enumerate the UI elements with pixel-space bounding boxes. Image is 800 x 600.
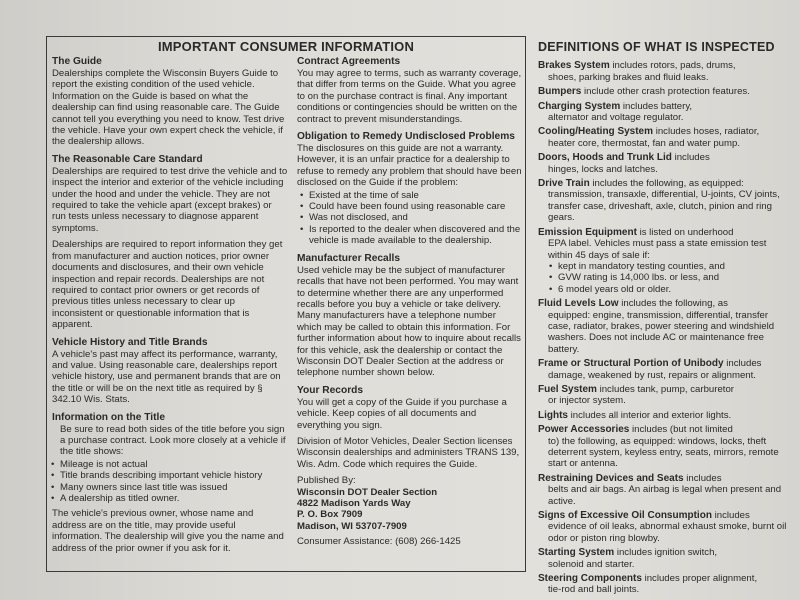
section-title: Your Records [297,384,364,396]
definition-item [538,358,788,381]
definition-continuation: transmission, transaxle, differential, U-joints, CV joints, transfer case, driveshaft, axle, clutch, pinion and ring gears. [548,189,780,224]
definition-text: includes all interior and exterior lights. [570,409,732,421]
section-text: You may agree to terms, such as warranty coverage, that differ from terms on the Guide. What you agree to on the purchase contract is final. Any important conditions or contingencies should be written on the contract to prevent misunderstandings. [297,68,522,125]
section-reasonable-care [52,154,288,331]
definition-term: Bumpers [538,86,582,98]
publisher-address [297,475,523,547]
definition-term: Charging System [538,100,621,112]
definition-continuation: solenoid and starter. [548,558,635,570]
column-middle [297,56,523,554]
column-left [52,56,288,560]
definition-item [538,547,788,570]
section-text: Be sure to read both sides of the title before you sign a purchase contract. Look more closely at a vehicle if the title shows: [60,423,286,458]
list-item: • GVW rating is 14,000 lbs. or less, and [558,272,788,283]
definition-continuation: alternator and voltage regulator. [548,112,684,124]
section-title: Obligation to Remedy Undisclosed Problems [297,131,515,143]
definition-continuation: damage, weakened by rust, repairs or alignment. [548,369,756,381]
definition-text: includes the following, as equipped: [592,178,744,190]
definition-text: includes proper alignment, [644,573,758,585]
definition-term: Lights [538,409,568,421]
address-line: 4822 Madison Yards Way [297,498,411,509]
address-line: P. O. Box 7909 [297,509,363,521]
section-title: The Reasonable Care Standard [52,153,203,165]
list-item: • Could have been found using reasonable care [309,201,523,212]
definitions-title: DEFINITIONS OF WHAT IS INSPECTED [538,40,775,54]
definition-continuation: to) the following, as equipped: windows, locks, theft deterrent system, keyless entry, seats, mirrors, remote start or antenna. [548,435,779,470]
definition-continuation: hinges, locks and latches. [548,163,658,175]
list-item: • A dealership as titled owner. [60,493,288,504]
section-title: Manufacturer Recalls [297,252,401,264]
definition-text: is listed on underhood [639,226,734,238]
definition-text: includes the following, as [621,298,728,310]
section-obligation [297,131,523,247]
definition-text: includes rotors, pads, drums, [612,60,736,72]
definition-term: Brakes System [538,60,610,72]
definition-item [538,298,788,355]
definition-item [538,152,788,175]
section-contract [297,56,523,125]
list-item: • Is reported to the dealer when discovered and the vehicle is made available to the dealership. [309,224,523,247]
definition-item [538,86,788,97]
definition-term: Signs of Excessive Oil Consumption [538,510,712,522]
definition-continuation: or injector system. [548,395,626,407]
box-title: IMPORTANT CONSUMER INFORMATION [157,39,415,54]
definition-item [538,424,788,470]
definition-continuation: evidence of oil leaks, abnormal exhaust smoke, burnt oil odor or piston ring blowby. [548,521,787,544]
definition-term: Starting System [538,547,615,559]
definition-item [538,126,788,149]
list-item: • Existed at the time of sale [309,190,523,201]
definition-text: includes [714,510,750,522]
definition-continuation: tie-rod and ball joints. [548,584,640,596]
definitions-list [538,60,788,595]
definition-term: Fuel System [538,383,597,395]
definition-item [538,178,788,224]
definition-text: includes (but not limited [632,424,733,436]
definition-text: includes hoses, radiator, [655,126,760,138]
list-item: • Many owners since last title was issued [60,482,288,493]
definition-item [538,573,788,596]
definition-term: Restraining Devices and Seats [538,472,684,484]
definition-text: includes [674,152,710,164]
definition-term: Power Accessories [538,424,630,436]
address-line: Wisconsin DOT Dealer Section [297,486,438,498]
section-title: The Guide [52,56,102,67]
section-text: You will get a copy of the Guide if you purchase a vehicle. Keep copies of all documents and everything you sign. [297,396,507,431]
definition-continuation: shoes, parking brakes and fluid leaks. [548,71,709,83]
section-text: Used vehicle may be the subject of manufacturer recalls that have not been performed. You may want to determine whether there are any unperformed recalls before you buy a vehicle or take delivery. Many manufacturers have a telephone number which may be called to obtain this information. For further information about how to inquire about recalls for this vehicle, ask the dealership or contact the Wisconsin DOT Dealer Section at the address or telephone number shown below. [297,264,521,379]
definition-term: Emission Equipment [538,226,637,238]
list-item: • Was not disclosed, and [309,212,523,223]
column-definitions [538,42,788,599]
list-item: • 6 model years old or older. [558,284,788,295]
list-item: • Mileage is not actual [60,459,288,470]
definition-item [538,101,788,124]
obligation-list [297,190,523,247]
definition-text: includes [726,358,762,370]
section-text: The disclosures on this guide are not a warranty. However, it is an unfair practice for a dealership to refuse to remedy any problem that should have been disclosed on the Guide if the problem: [297,143,522,189]
section-text: Dealerships are required to test drive the vehicle and to inspect the interior and exterior of the vehicle including under the hood and under the vehicle. They are not required to take the vehicle apart (except brakes) or run tests unless necessary to diagnose apparent symptoms. [52,165,288,234]
published-by: Published By: [297,475,356,487]
definition-continuation: heater core, thermostat, fan and water pump. [548,137,740,149]
section-text: Division of Motor Vehicles, Dealer Section licenses Wisconsin dealerships and administers TRANS 139, Wis. Adm. Code which requires the Guide. [297,435,520,470]
list-item: • Title brands describing important vehicle history [60,470,288,481]
definition-term: Fluid Levels Low [538,298,619,310]
section-title: Information on the Title [52,411,166,423]
section-vehicle-history [52,337,288,406]
section-text: Dealerships are required to report information they get from manufacturer and auction notices, prior owner documents and disclosures, and their own vehicle inspection and repair records. Dealerships are not required to contact prior owners or get records of previous titles unless necessary to clear up inconsistent or questionable information that is apparent. [52,239,283,331]
definition-text: include other crash protection features. [584,86,750,98]
definition-text: includes tank, pump, carburetor [599,383,734,395]
definition-text: includes [686,472,722,484]
definition-item [538,227,788,295]
definition-text: includes battery, [622,100,693,112]
list-item: • kept in mandatory testing counties, and [558,261,788,272]
definition-item [538,60,788,83]
section-guide [52,56,288,148]
definition-continuation: belts and air bags. An airbag is legal when present and active. [548,484,782,507]
section-text: The vehicle's previous owner, whose name and address are on the title, may provide useful information. The dealership will give you the name and address of the prior owner if you ask for it. [52,508,284,554]
definition-continuation: EPA label. Vehicles must pass a state emission test within 45 days of sale if: [548,238,767,261]
consumer-assistance: Consumer Assistance: (608) 266-1425 [297,536,461,548]
section-records [297,385,523,548]
definition-term: Cooling/Heating System [538,126,654,138]
definition-text: includes ignition switch, [616,547,718,559]
section-text: Dealerships complete the Wisconsin Buyers Guide to report the existing condition of the used vehicle. Information on the Guide is based on what the dealership can find using reasonable care. The Guide cannot tell you everything you need to know. Test drive the vehicle. Have your own expert check the vehicle, if the dealership allows. [52,68,285,148]
section-text: A vehicle's past may affect its performance, warranty, and value. Using reasonable care, dealerships report vehicle history, use and permanent brands that are on the title or will be on the next title as required by § 342.10 Wis. Stats. [52,348,281,406]
definition-term: Doors, Hoods and Trunk Lid [538,152,672,164]
definition-item [538,384,788,407]
address-line: Madison, WI 53707-7909 [297,520,407,532]
definition-term: Frame or Structural Portion of Unibody [538,358,724,370]
definition-term: Steering Components [538,573,642,585]
definition-item [538,410,788,421]
section-title-info [52,412,288,554]
emission-list [538,261,788,295]
definition-term: Drive Train [538,178,590,190]
section-recalls [297,253,523,379]
definition-item [538,510,788,544]
section-title: Contract Agreements [297,56,401,67]
section-title: Vehicle History and Title Brands [52,336,208,348]
title-list [52,459,288,505]
definition-item [538,473,788,507]
definition-continuation: equipped: engine, transmission, differential, transfer case, radiator, brakes, power steering and windshield washers. Does not include AC or maintenance free battery. [548,309,775,355]
